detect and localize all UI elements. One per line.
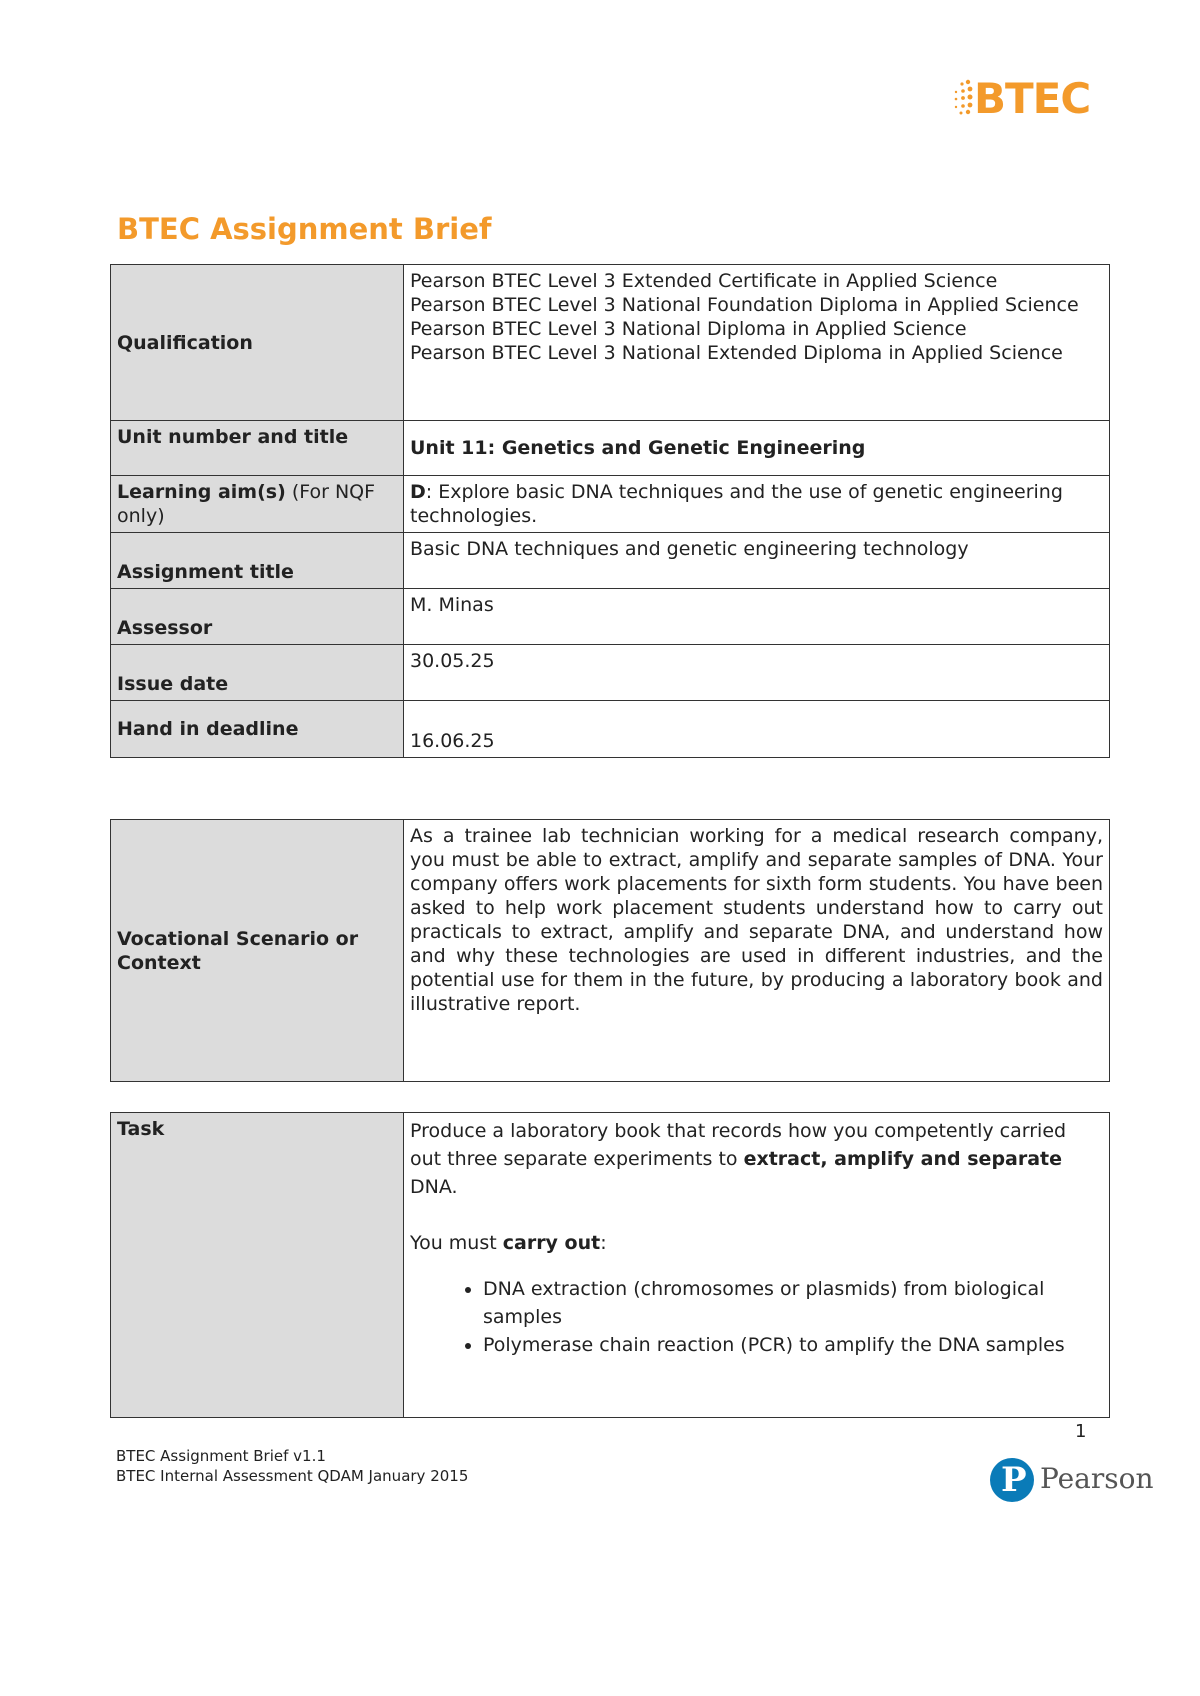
- assignment-title-label: Assignment title: [111, 533, 404, 589]
- pearson-logo-icon: [990, 1458, 1034, 1502]
- task-must-bold: carry out: [502, 1232, 601, 1254]
- scenario-table: [110, 819, 1110, 1082]
- footer: [116, 1446, 468, 1486]
- footer-line: BTEC Internal Assessment QDAM January 2015: [116, 1467, 469, 1485]
- task-label: Task: [111, 1113, 404, 1418]
- table-row: [111, 1113, 1110, 1418]
- deadline-value: 16.06.25: [404, 701, 1110, 758]
- btec-logo-dots-icon: [950, 78, 974, 116]
- issue-date-value: 30.05.25: [404, 645, 1110, 701]
- learning-aim-label: [111, 476, 404, 533]
- footer-line: BTEC Assignment Brief v1.1: [116, 1447, 326, 1465]
- learning-aim-text: : Explore basic DNA techniques and the use of genetic engineering technologies.: [410, 481, 1063, 527]
- table-row: [111, 421, 1110, 476]
- scenario-text: As a trainee lab technician working for a medical research company, you must be able to extract, amplify and separate samples of DNA. Your company offers work placements for sixth form students. You have been asked to help work placement students understand how to carry out practicals to extract, amplify and separate DNA, and understand how and why these technologies are used in different industries, and the potential use for them in the future, by producing a laboratory book and illustrative report.: [404, 820, 1110, 1082]
- task-list: [410, 1275, 1103, 1359]
- learning-aim-code: D: [410, 481, 426, 503]
- task-content: [404, 1113, 1110, 1418]
- assessor-label: Assessor: [111, 589, 404, 645]
- pearson-logo: [990, 1458, 1154, 1510]
- pearson-logo-letter: P: [1001, 1460, 1027, 1500]
- task-must-end: :: [600, 1232, 607, 1254]
- learning-aim-value: [404, 476, 1110, 533]
- learning-aim-label-text: Learning aim(s): [117, 481, 286, 503]
- page-number: 1: [1075, 1421, 1087, 1442]
- assignment-title-value: Basic DNA techniques and genetic engineering technology: [404, 533, 1110, 589]
- task-must: [410, 1229, 1103, 1257]
- learning-aim-label-note: (For NQF only): [117, 481, 376, 527]
- table-row: [111, 476, 1110, 533]
- task-must-text: You must: [410, 1232, 503, 1254]
- task-intro-text: Produce a laboratory book that records how you competently carried out three separate experiments to: [410, 1120, 1067, 1170]
- qualification-label: Qualification: [111, 265, 404, 421]
- scenario-label: Vocational Scenario or Context: [111, 820, 404, 1082]
- page-title: BTEC Assignment Brief: [117, 212, 492, 246]
- table-row: [111, 820, 1110, 1082]
- details-table: [110, 264, 1110, 758]
- qualification-line: Pearson BTEC Level 3 Extended Certificate in Applied Science: [410, 270, 998, 292]
- list-item: • DNA extraction (chromosomes or plasmids) from biological samples: [483, 1275, 1103, 1331]
- table-row: [111, 589, 1110, 645]
- assessor-value: M. Minas: [404, 589, 1110, 645]
- btec-logo: [950, 68, 1100, 128]
- task-table: [110, 1112, 1110, 1418]
- table-row: [111, 265, 1110, 421]
- qualification-line: Pearson BTEC Level 3 National Diploma in Applied Science: [410, 318, 967, 340]
- list-item: • Polymerase chain reaction (PCR) to amplify the DNA samples: [483, 1331, 1103, 1359]
- pearson-logo-text: Pearson: [1040, 1462, 1154, 1495]
- table-row: [111, 533, 1110, 589]
- issue-date-label: Issue date: [111, 645, 404, 701]
- table-row: [111, 701, 1110, 758]
- task-intro-end: DNA.: [410, 1176, 458, 1198]
- qualification-value: [404, 265, 1110, 421]
- task-intro-bold: extract, amplify and separate: [743, 1148, 1063, 1170]
- table-row: [111, 645, 1110, 701]
- qualification-line: Pearson BTEC Level 3 National Foundation Diploma in Applied Science: [410, 294, 1079, 316]
- btec-logo-text: BTEC: [974, 74, 1091, 123]
- unit-value: Unit 11: Genetics and Genetic Engineering: [404, 421, 1110, 476]
- qualification-line: Pearson BTEC Level 3 National Extended Diploma in Applied Science: [410, 342, 1063, 364]
- unit-label: Unit number and title: [111, 421, 404, 476]
- deadline-label: Hand in deadline: [111, 701, 404, 758]
- task-intro: [410, 1117, 1103, 1201]
